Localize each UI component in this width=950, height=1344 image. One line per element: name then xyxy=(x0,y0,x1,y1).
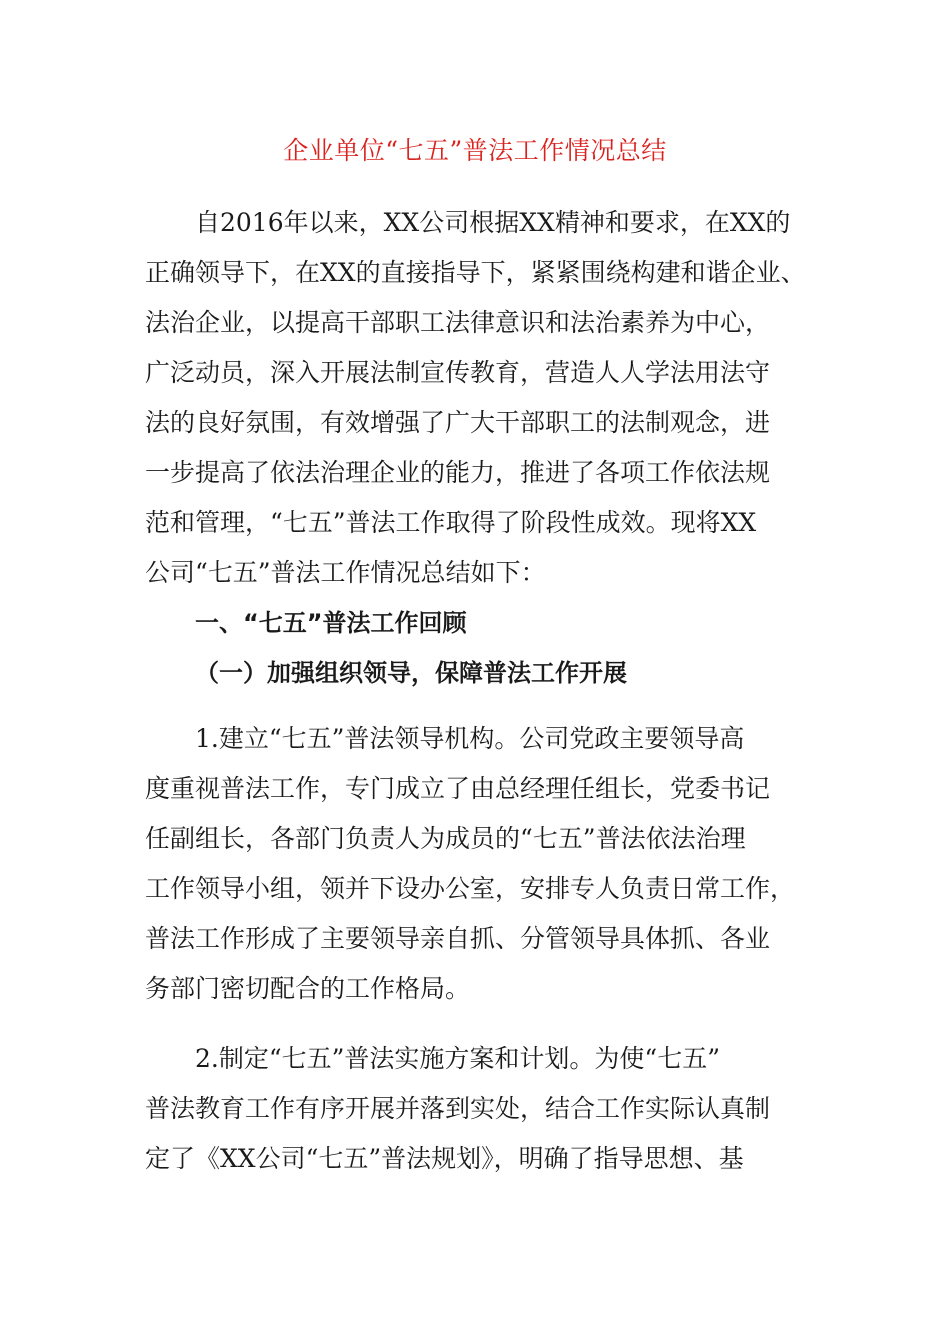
item-2-paragraph xyxy=(145,1034,805,1184)
document-body xyxy=(145,198,805,1184)
subsection-heading: （一）加强组织领导，保障普法工作开展 xyxy=(195,659,627,687)
text-line: 务部门密切配合的工作格局。 xyxy=(145,974,471,1003)
text-line: 度重视普法工作，专门成立了由总经理任组长，党委书记 xyxy=(145,774,771,803)
document-title: 企业单位“七五”普法工作情况总结 xyxy=(283,136,667,165)
text-line: 一步提高了依法治理企业的能力，推进了各项工作依法规 xyxy=(145,458,771,487)
text-line: 法的良好氛围，有效增强了广大干部职工的法制观念，进 xyxy=(145,408,771,437)
text-line: 2.制定“七五”普法实施方案和计划。为使“七五” xyxy=(195,1044,720,1073)
text-line: 普法工作形成了主要领导亲自抓、分管领导具体抓、各业 xyxy=(145,924,771,953)
item-1-paragraph xyxy=(145,714,805,1014)
text-line: 法治企业，以提高干部职工法律意识和法治素养为中心， xyxy=(145,308,771,337)
text-line: 普法教育工作有序开展并落到实处，结合工作实际认真制 xyxy=(145,1094,771,1123)
text-line: 自2016年以来，XX公司根据XX精神和要求，在XX的 xyxy=(195,208,791,237)
text-line: 任副组长，各部门负责人为成员的“七五”普法依法治理 xyxy=(145,824,746,853)
text-line: 工作领导小组，领并下设办公室，安排专人负责日常工作， xyxy=(145,874,796,903)
text-line: 公司“七五”普法工作情况总结如下： xyxy=(145,558,546,587)
text-line: 定了《XX公司“七五”普法规划》，明确了指导思想、基 xyxy=(145,1144,744,1173)
text-line: 1.建立“七五”普法领导机构。公司党政主要领导高 xyxy=(195,724,745,753)
intro-paragraph xyxy=(145,198,805,598)
text-line: 正确领导下，在XX的直接指导下，紧紧围绕构建和谐企业、 xyxy=(145,258,806,287)
text-line: 范和管理，“七五”普法工作取得了阶段性成效。现将XX xyxy=(145,508,757,537)
section-heading: 一、“七五”普法工作回顾 xyxy=(195,609,467,637)
text-line: 广泛动员，深入开展法制宣传教育，营造人人学法用法守 xyxy=(145,358,771,387)
